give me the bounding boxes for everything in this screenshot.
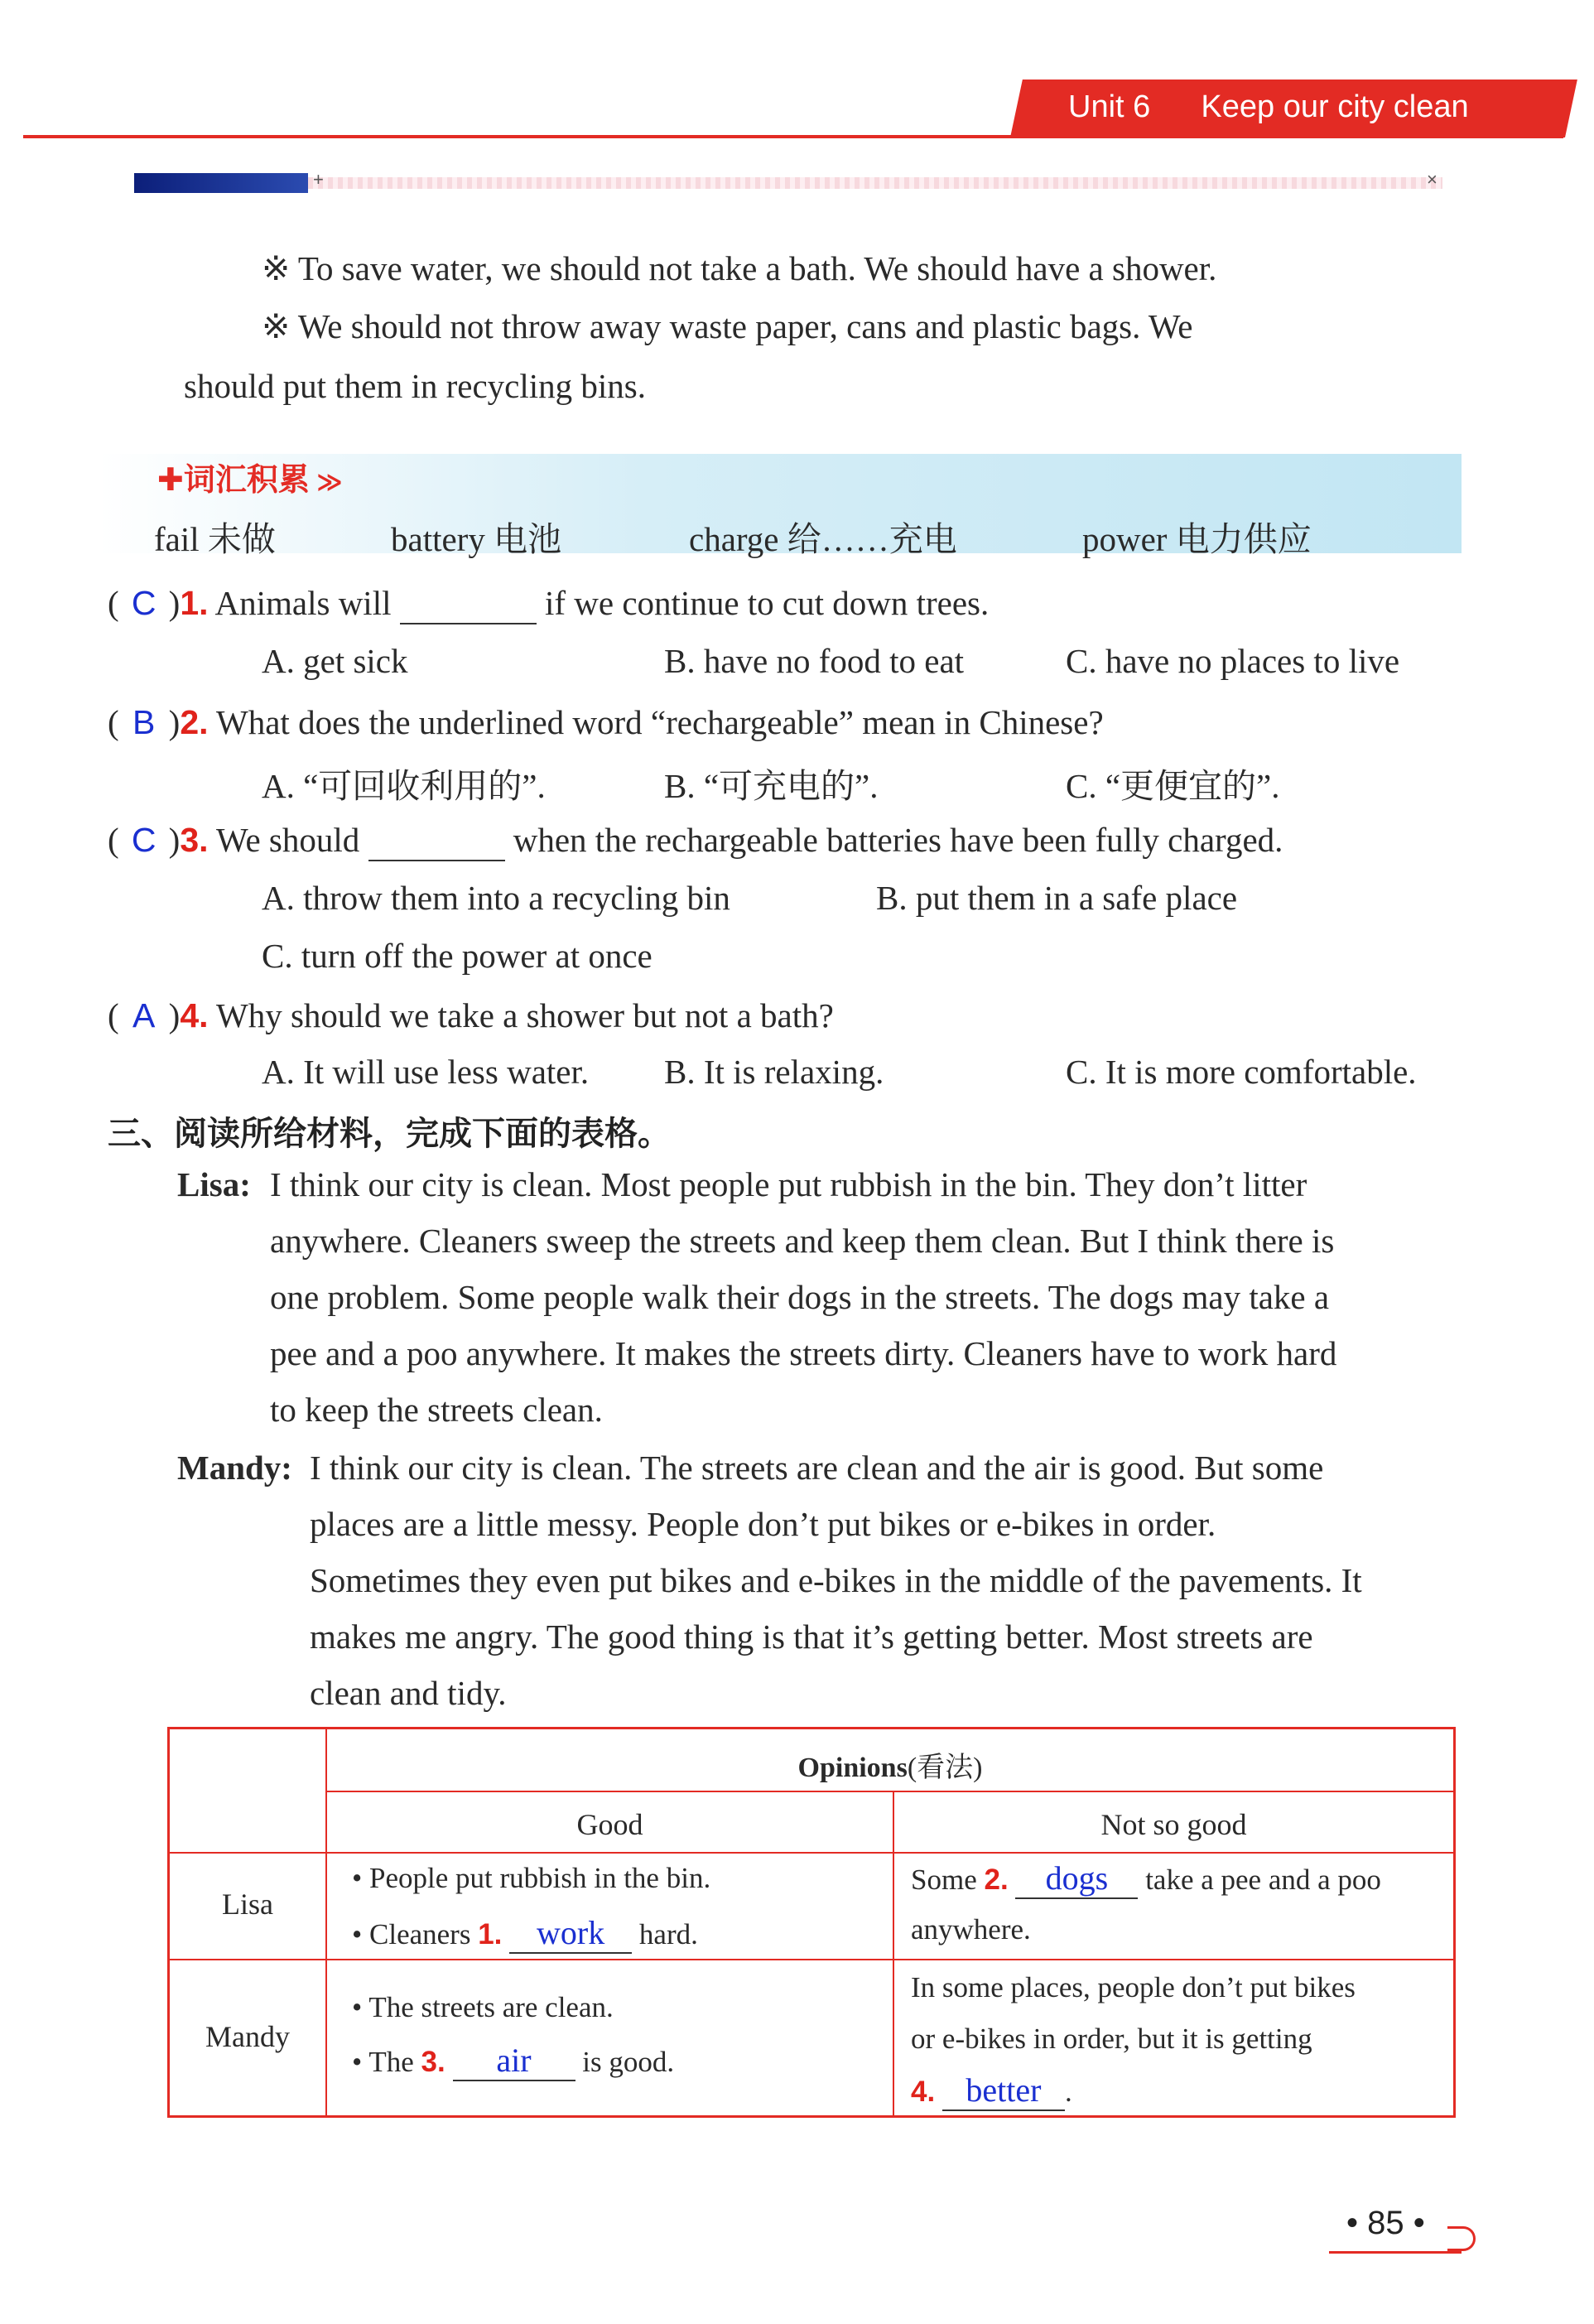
blank <box>400 583 537 624</box>
mandy-line-3: Sometimes they even put bikes and e-bikes in the middle of the pavements. It <box>310 1561 1362 1599</box>
mandy-line-1: I think our city is clean. The streets are clean and the air is good. But some <box>310 1449 1324 1487</box>
answer-blank-1: work <box>509 1913 632 1954</box>
column-not-so-good: Not so good <box>1100 1808 1247 1841</box>
question-3: ( C )3. We should when the rechargeable batteries have been fully charged. <box>108 820 1283 861</box>
q1-option-c: C. have no places to live <box>1066 642 1400 680</box>
answer-4: A <box>132 996 156 1034</box>
lisa-line-4: pee and a poo anywhere. It makes the streets dirty. Cleaners have to work hard <box>270 1334 1337 1372</box>
lisa-good-1: • People put rubbish in the bin. <box>352 1862 711 1894</box>
tip-2: ※ We should not throw away waste paper, cans and plastic bags. We <box>262 307 1193 345</box>
mandy-bad-3: 4. better . <box>911 2071 1072 2111</box>
cross-mark: × <box>1427 169 1437 190</box>
vocab-item-battery: battery 电池 <box>391 520 562 558</box>
blank-number: 1. <box>478 1918 503 1950</box>
lisa-line-3: one problem. Some people walk their dogs in the streets. The dogs may take a <box>270 1278 1330 1316</box>
lisa-good-2: • Cleaners 1. work hard. <box>352 1913 698 1954</box>
answer-1: C <box>131 584 157 622</box>
mandy-bad-2: or e-bikes in order, but it is getting <box>911 2023 1312 2055</box>
table-divider <box>170 1959 1453 1960</box>
vocab-item-power: power 电力供应 <box>1082 520 1312 558</box>
unit-number: Unit 6 <box>1068 89 1151 124</box>
q2-option-a: A. “可回收利用的”. <box>262 767 546 805</box>
question-4: ( A )4. Why should we take a shower but not a bath? <box>108 996 834 1034</box>
column-good: Good <box>576 1808 643 1841</box>
decorative-strip <box>308 177 1442 189</box>
q1-option-a: A. get sick <box>262 642 408 680</box>
answer-3: C <box>131 821 157 859</box>
question-number: 3. <box>180 821 209 859</box>
q2-option-b: B. “可充电的”. <box>664 767 879 805</box>
page-number: • 85 • <box>1346 2205 1425 2241</box>
lisa-line-5: to keep the streets clean. <box>270 1391 603 1429</box>
blank-number: 2. <box>984 1864 1009 1896</box>
lisa-line-2: anywhere. Cleaners sweep the streets and keep them clean. But I think there is <box>270 1222 1335 1260</box>
q2-option-c: C. “更便宜的”. <box>1066 767 1280 805</box>
plus-icon: ✚ <box>157 463 184 498</box>
double-chevron-icon: ≫ <box>309 469 343 496</box>
mandy-bad-1: In some places, people don’t put bikes <box>911 1971 1356 2003</box>
lisa-bad-2: anywhere. <box>911 1913 1031 1946</box>
blank-number: 4. <box>911 2076 936 2108</box>
plus-mark: + <box>313 169 324 190</box>
opinion-table <box>167 1727 1456 2118</box>
answer-blank-4: better <box>942 2071 1065 2111</box>
table-divider <box>170 1852 1453 1854</box>
mandy-good-1: • The streets are clean. <box>352 1991 614 2023</box>
q4-option-a: A. It will use less water. <box>262 1053 590 1091</box>
mandy-line-4: makes me angry. The good thing is that it’s getting better. Most streets are <box>310 1618 1313 1656</box>
opinions-header: Opinions(看法) <box>797 1753 983 1783</box>
vocab-item-charge: charge 给……充电 <box>689 520 957 558</box>
row-name-lisa: Lisa <box>222 1888 273 1921</box>
answer-blank-3: air <box>453 2041 575 2081</box>
q4-option-b: B. It is relaxing. <box>664 1053 884 1091</box>
page-number-underline <box>1329 2251 1462 2254</box>
q3-option-b: B. put them in a safe place <box>876 879 1238 917</box>
tip-1: ※ To save water, we should not take a bath. We should have a shower. <box>262 249 1217 287</box>
question-1: ( C )1. Animals will if we continue to cut down trees. <box>108 583 989 624</box>
page-arrow-icon <box>1447 2226 1476 2251</box>
answer-blank-2: dogs <box>1015 1859 1138 1899</box>
q4-option-c: C. It is more comfortable. <box>1066 1053 1417 1091</box>
row-name-mandy: Mandy <box>205 2020 290 2053</box>
table-divider <box>325 1729 327 2115</box>
q3-option-a: A. throw them into a recycling bin <box>262 879 730 917</box>
mandy-line-5: clean and tidy. <box>310 1674 507 1712</box>
question-2: ( B )2. What does the underlined word “rechargeable” mean in Chinese? <box>108 703 1104 741</box>
table-divider <box>325 1791 1453 1792</box>
blank-number: 3. <box>421 2046 445 2078</box>
mandy-good-2: • The 3. air is good. <box>352 2041 674 2081</box>
question-number: 2. <box>180 703 209 741</box>
lisa-bad-1: Some 2. dogs take a pee and a poo <box>911 1859 1381 1899</box>
answer-2: B <box>132 703 156 741</box>
lisa-line-1: I think our city is clean. Most people put rubbish in the bin. They don’t litter <box>270 1165 1307 1203</box>
question-number: 1. <box>180 584 209 622</box>
vocab-heading: ✚词汇积累 ≫ <box>157 463 343 498</box>
mandy-line-2: places are a little messy. People don’t put bikes or e-bikes in order. <box>310 1505 1216 1543</box>
lisa-name: Lisa: <box>177 1165 251 1203</box>
q3-option-c: C. turn off the power at once <box>262 937 653 975</box>
section-3-title: 三、阅读所给材料，完成下面的表格。 <box>108 1116 671 1152</box>
decorative-bar <box>134 173 308 193</box>
mandy-name: Mandy: <box>177 1449 292 1487</box>
vocab-item-fail: fail 未做 <box>154 520 276 558</box>
unit-title <box>1068 89 1469 125</box>
question-number: 4. <box>180 996 209 1034</box>
blank <box>368 820 505 861</box>
tip-3: should put them in recycling bins. <box>184 367 646 405</box>
q1-option-b: B. have no food to eat <box>664 642 965 680</box>
unit-name: Keep our city clean <box>1201 89 1469 124</box>
